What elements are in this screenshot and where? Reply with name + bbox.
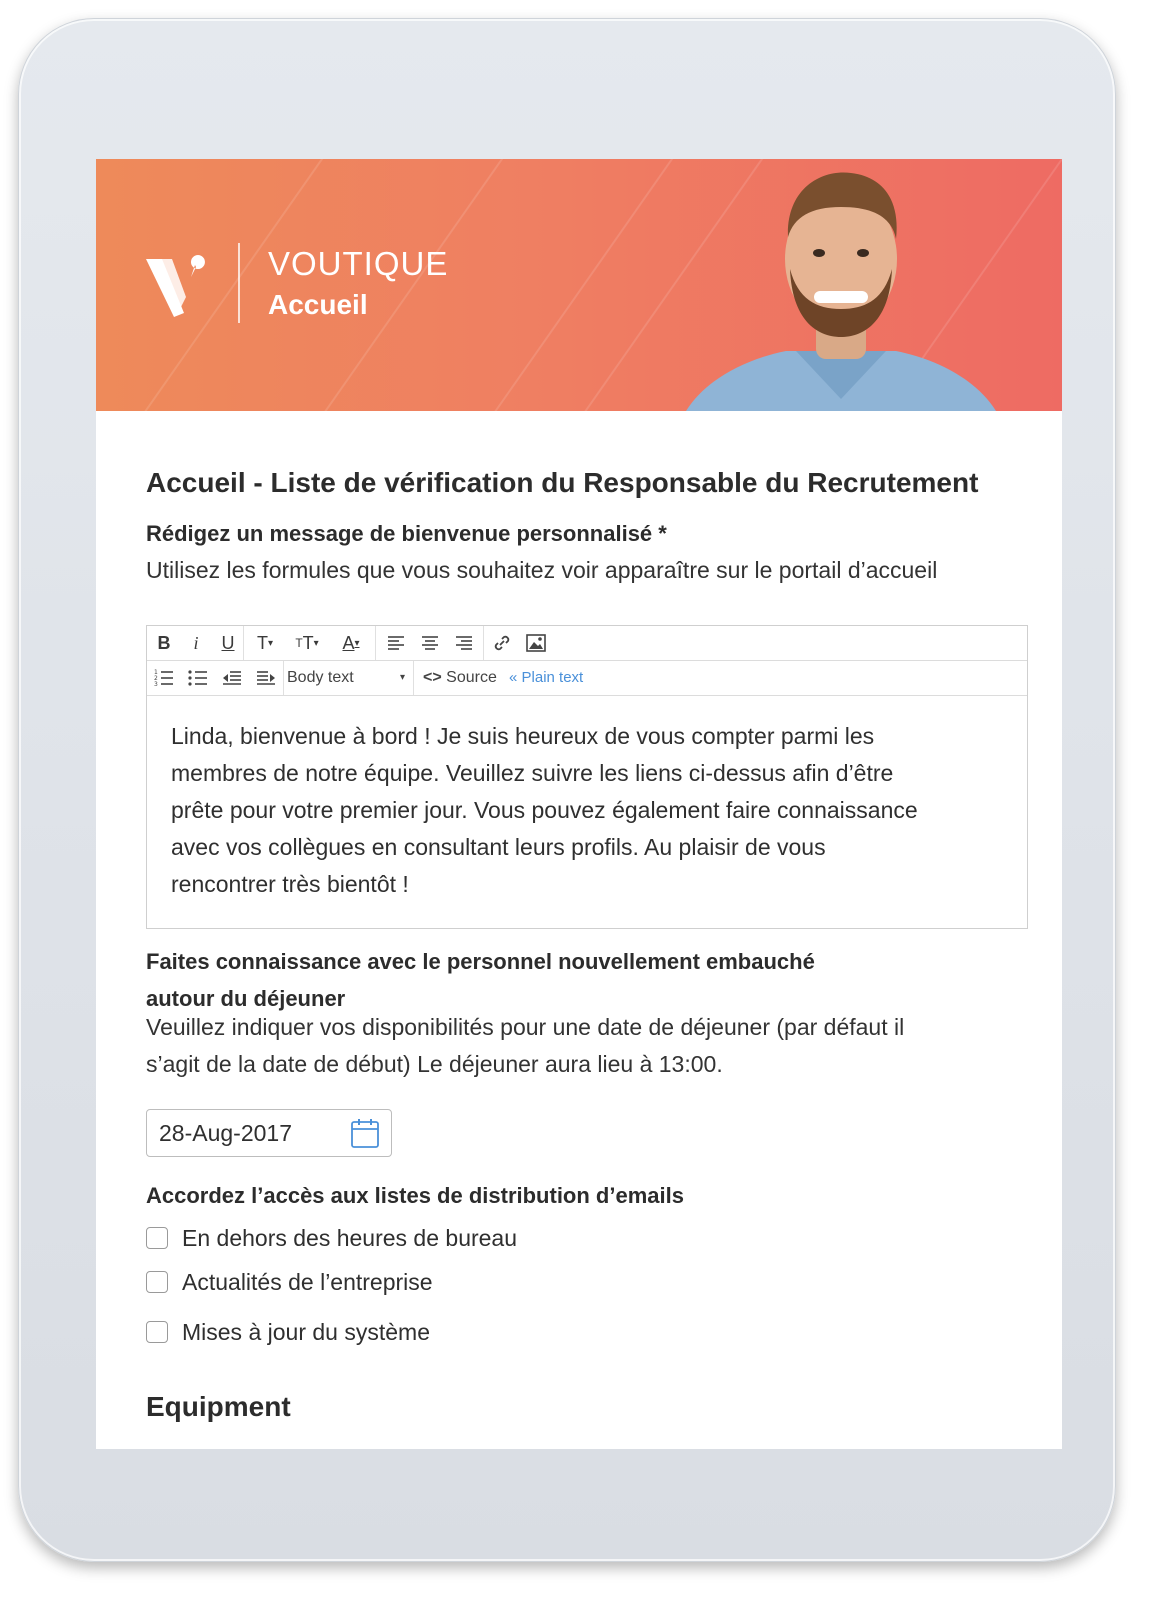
distribution-option[interactable]: [146, 1223, 517, 1253]
editor-line: avec vos collègues en consultant leurs profils. Au plaisir de vous: [171, 834, 826, 860]
avatar: [686, 159, 996, 411]
editor-toolbar-row-1: [147, 626, 1027, 661]
page-title: Accueil - Liste de vérification du Responsable du Recrutement: [146, 467, 979, 498]
underline-icon[interactable]: U: [221, 632, 235, 653]
svg-text:2: 2: [154, 675, 158, 682]
svg-text:3: 3: [154, 681, 158, 687]
ordered-list-icon[interactable]: [147, 661, 181, 695]
lunch-description-line: Veuillez indiquer vos disponibilités pour une date de déjeuner (par défaut il: [146, 1014, 905, 1040]
welcome-message-label: Rédigez un message de bienvenue personnalisé *: [146, 521, 667, 546]
plain-text-link[interactable]: « Plain text: [509, 669, 584, 686]
distribution-option[interactable]: [146, 1267, 433, 1297]
lunch-description-line: s’agit de la date de début) Le déjeuner aura lieu à 13:00.: [146, 1051, 723, 1077]
brand-section: Accueil: [268, 289, 368, 320]
editor-content[interactable]: [171, 718, 991, 903]
lunch-label-line: Faites connaissance avec le personnel nouvellement embauché: [146, 949, 815, 974]
calendar-icon[interactable]: [351, 1118, 379, 1148]
source-button[interactable]: [423, 661, 497, 695]
checkbox-label: En dehors des heures de bureau: [182, 1224, 518, 1251]
welcome-message-description: Utilisez les formules que vous souhaitez voir apparaître sur le portail d’accueil: [146, 557, 938, 583]
align-center-icon[interactable]: [413, 626, 447, 660]
editor-line: rencontrer très bientôt !: [171, 871, 409, 897]
checkbox[interactable]: [146, 1271, 168, 1293]
svg-text:1: 1: [154, 669, 158, 676]
distribution-label: Accordez l’accès aux listes de distribution d’emails: [146, 1183, 684, 1208]
editor-line: Linda, bienvenue à bord ! Je suis heureux de vous compter parmi les: [171, 723, 875, 749]
image-icon[interactable]: [519, 626, 553, 660]
italic-icon[interactable]: i: [193, 632, 199, 653]
editor-line: membres de notre équipe. Veuillez suivre les liens ci-dessus afin d’être: [171, 760, 894, 786]
unordered-list-icon[interactable]: [181, 661, 215, 695]
brand-logo-icon: [146, 247, 212, 317]
checkbox-label: Mises à jour du système: [182, 1318, 430, 1345]
bold-icon[interactable]: B: [157, 632, 171, 653]
editor-toolbar-row-2: [147, 661, 1027, 696]
code-icon: <>: [423, 669, 442, 686]
checkbox-label: Actualités de l’entreprise: [182, 1268, 433, 1295]
checkbox[interactable]: [146, 1321, 168, 1343]
outdent-icon[interactable]: [215, 661, 249, 695]
font-color-icon[interactable]: A ▾: [342, 632, 360, 653]
header-banner: [96, 159, 1062, 411]
rich-text-editor: [146, 625, 1028, 929]
lunch-date-value: 28-Aug-2017: [159, 1120, 292, 1146]
editor-line: prête pour votre premier jour. Vous pouvez également faire connaissance: [171, 797, 918, 823]
indent-icon[interactable]: [249, 661, 283, 695]
font-size-icon[interactable]: T T ▾: [295, 632, 319, 653]
brand-divider: [238, 243, 240, 323]
lunch-date-input[interactable]: [146, 1109, 392, 1157]
screen: [96, 159, 1062, 1449]
source-label: Source: [446, 669, 497, 686]
lunch-label: [146, 943, 815, 1017]
lunch-label-line: autour du déjeuner: [146, 986, 346, 1011]
checkbox[interactable]: [146, 1227, 168, 1249]
text-style-value: Body text: [287, 669, 354, 686]
chevron-down-icon: ▾: [399, 672, 405, 683]
align-left-icon[interactable]: [379, 626, 413, 660]
align-right-icon[interactable]: [447, 626, 481, 660]
link-icon[interactable]: [485, 626, 519, 660]
text-style-select[interactable]: [287, 661, 411, 695]
distribution-option[interactable]: [146, 1317, 430, 1347]
brand-name: VOUTIQUE: [268, 245, 449, 282]
lunch-description: [146, 1009, 904, 1083]
font-icon[interactable]: T ▾: [256, 632, 274, 653]
equipment-section-title: Equipment: [146, 1391, 291, 1422]
